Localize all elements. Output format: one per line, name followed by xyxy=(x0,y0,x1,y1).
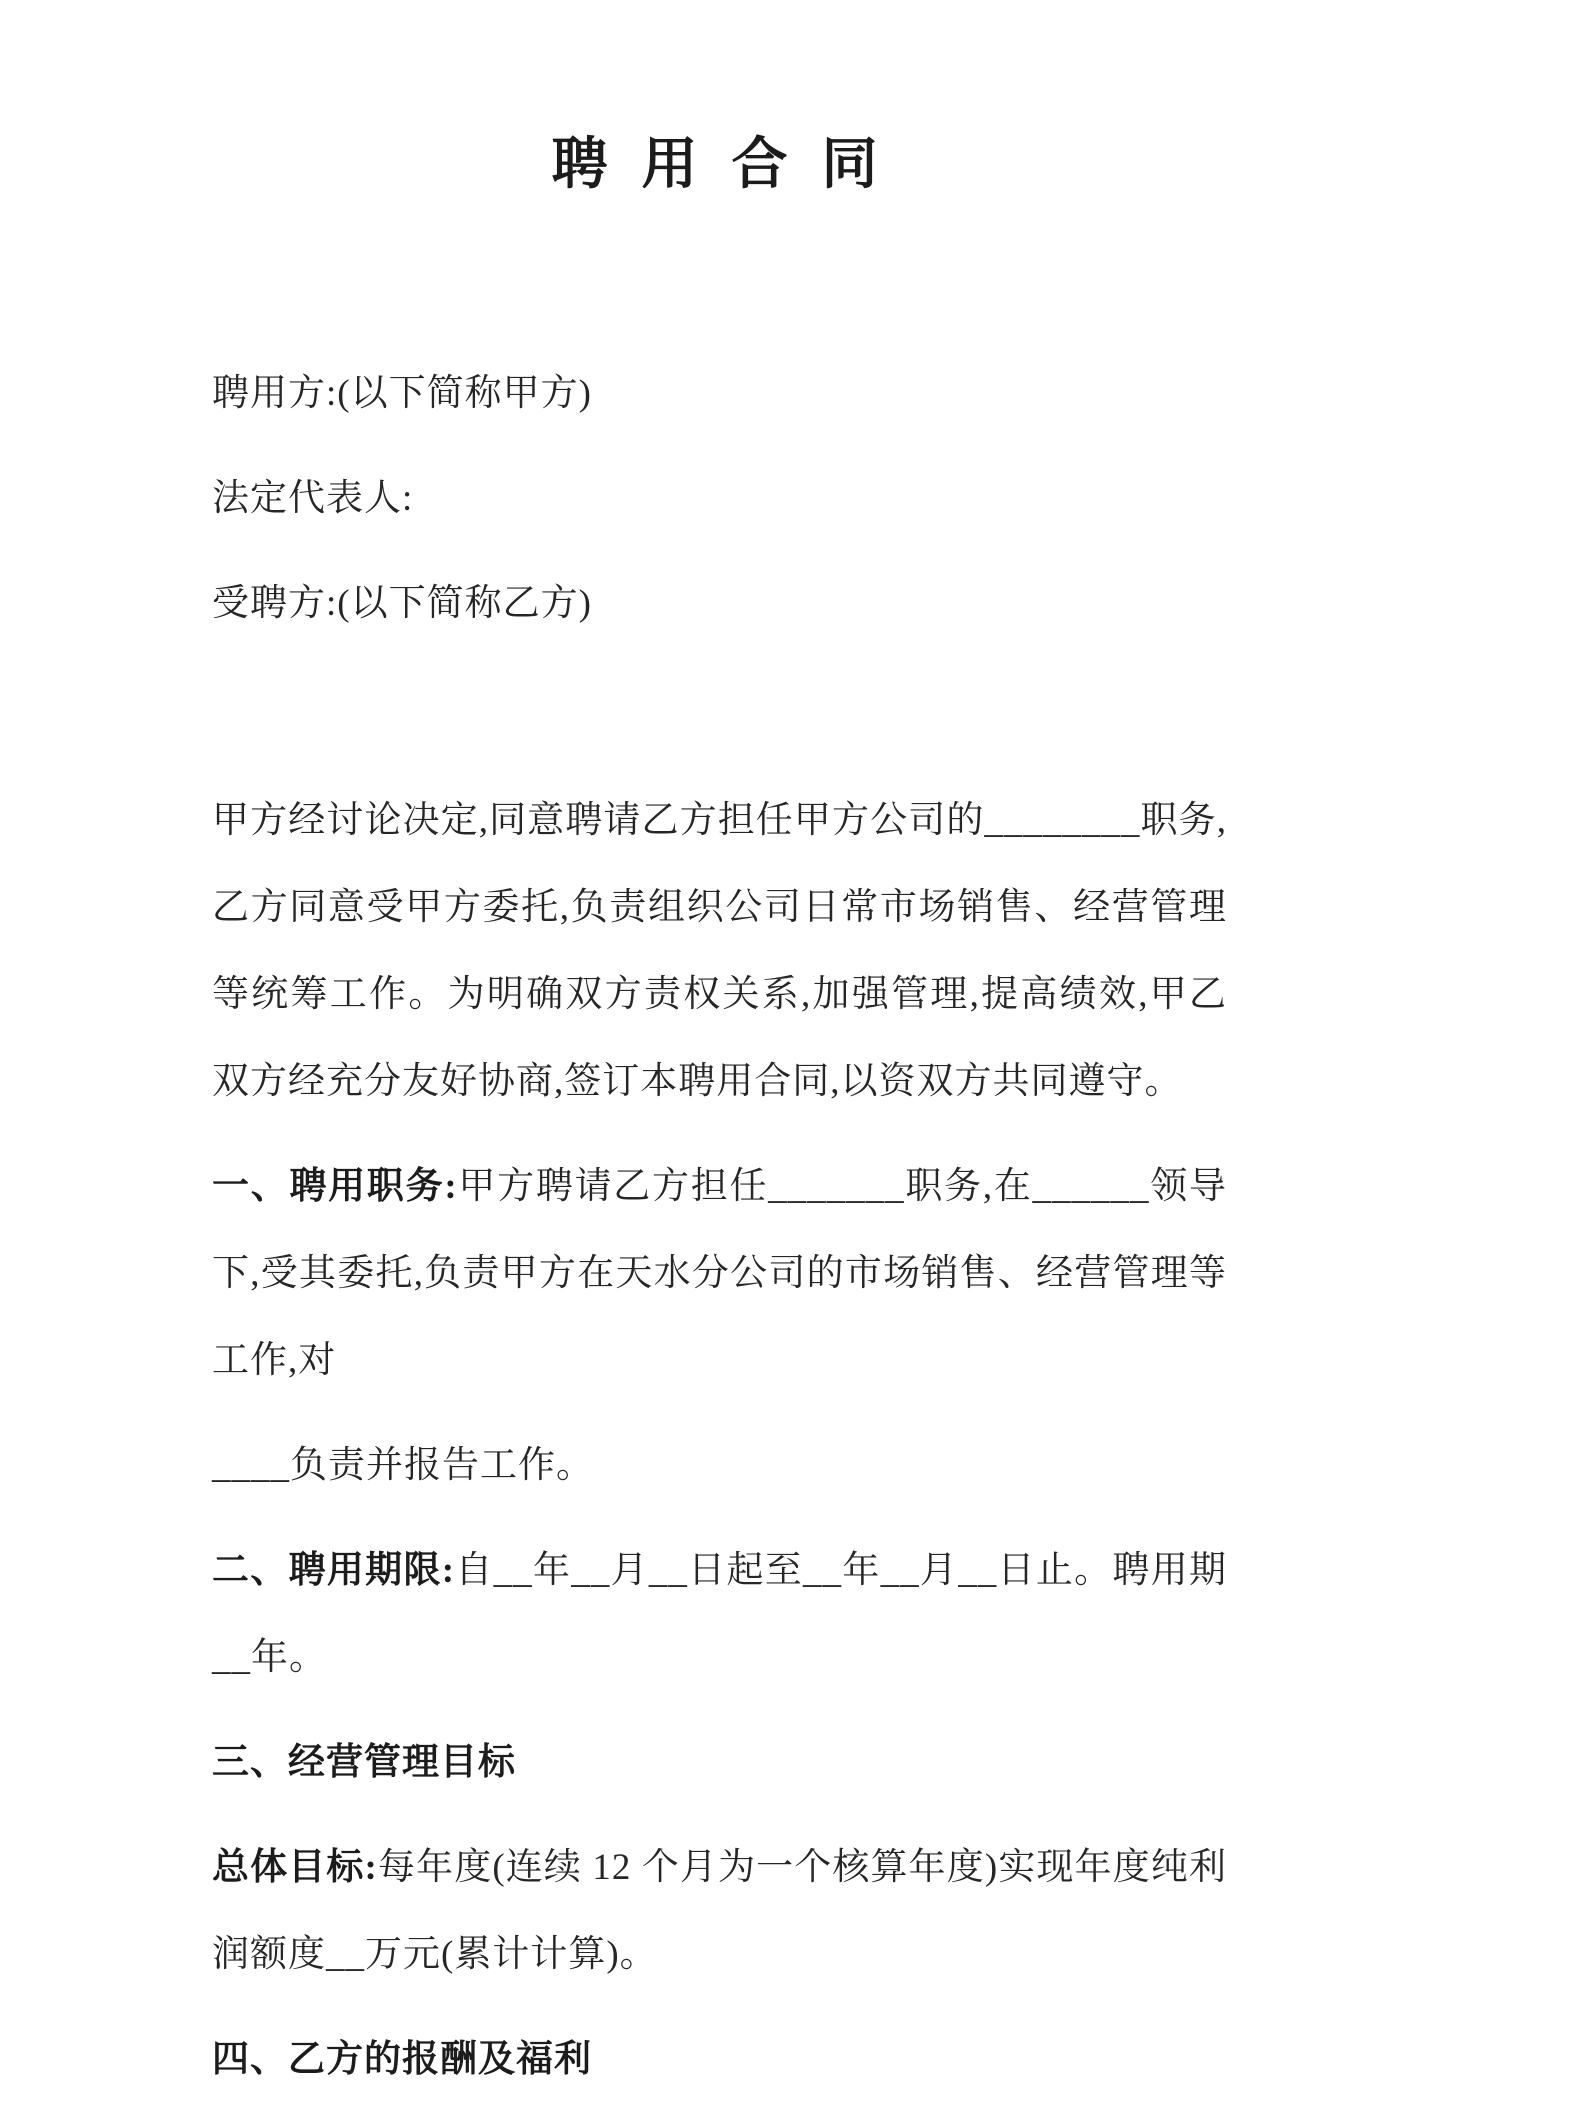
section-job-title-paragraph xyxy=(212,1143,1227,1404)
report-duty-text: ____负责并报告工作。 xyxy=(212,1445,594,1486)
party-employee-line: 受聘方:(以下简称乙方) xyxy=(212,583,592,624)
intro-text: 甲方经讨论决定,同意聘请乙方担任甲方公司的________职务,乙方同意受甲方委托,负责组织公司日常市场销售、经营管理等统筹工作。为明确双方责权关系,加强管理,提高绩效,甲乙双方经充分友好协商,签订本聘用合同,以资双方共同遵守。 xyxy=(212,800,1227,1102)
overall-goal-paragraph xyxy=(212,1824,1227,1998)
section-compensation-heading: 四、乙方的报酬及福利 xyxy=(212,2039,592,2080)
party-employer-line: 聘用方:(以下简称甲方) xyxy=(212,373,592,414)
section-employment-term-paragraph xyxy=(212,1527,1227,1701)
section-job-title-heading: 一、聘用职务: xyxy=(212,1166,458,1207)
section-employment-term-text: 自__年__月__日起至__年__月__日止。聘用期__年。 xyxy=(212,1550,1227,1678)
section-employment-term-heading: 二、聘用期限: xyxy=(212,1550,456,1591)
section-compensation-heading-line xyxy=(212,2016,1227,2103)
intro-paragraph xyxy=(212,777,1227,1125)
section-management-goals-heading-line xyxy=(212,1719,1227,1806)
document-title: 聘 用 合 同 xyxy=(551,134,888,196)
overall-goal-label: 总体目标: xyxy=(212,1847,378,1888)
overall-goal-text: 每年度(连续 12 个月为一个核算年度)实现年度纯利润额度__万元(累计计算)。 xyxy=(212,1847,1227,1975)
report-duty-line xyxy=(212,1422,1227,1509)
legal-representative-line: 法定代表人: xyxy=(212,478,414,519)
section-management-goals-heading: 三、经营管理目标 xyxy=(212,1742,516,1783)
vertical-spacer xyxy=(212,665,1227,777)
section-job-title-text: 甲方聘请乙方担任_______职务,在______领导下,受其委托,负责甲方在天水分公司的市场销售、经营管理等工作,对 xyxy=(212,1166,1228,1381)
